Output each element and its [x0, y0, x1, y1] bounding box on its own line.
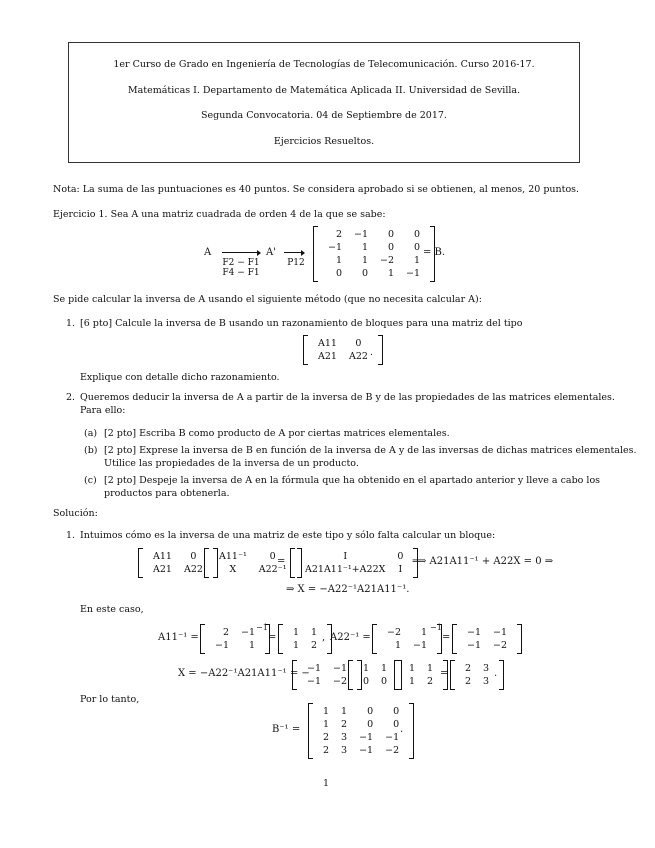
header-course: 1er Curso de Grado en Ingeniería de Tecnologías de Telecomunicación. Curso 2016-17.: [113, 59, 535, 70]
item1-text: [6 pto] Calcule la inversa de B usando un razonamiento de bloques para una matriz del tipo: [80, 318, 523, 329]
sub-c-text-2: productos para obtenerla.: [104, 488, 230, 499]
matrix-cell: 2: [323, 745, 330, 756]
matrix-cell: A22: [348, 351, 368, 362]
sub-b-label: (b): [84, 445, 98, 456]
matrix-cell: −1: [215, 640, 230, 651]
matrix-cell: 0: [367, 706, 374, 717]
matrix-cell: 1: [394, 640, 402, 651]
sol-eq1-equals: =: [277, 556, 286, 567]
matrix-cell: −2: [493, 640, 508, 651]
matrix-cell: −2: [380, 255, 395, 266]
item1-after: Explique con detalle dicho razonamiento.: [80, 372, 280, 383]
matrix-cell: −2: [385, 745, 400, 756]
eq1-Aprime: A': [266, 247, 276, 258]
matrix-cell: −1: [385, 732, 400, 743]
block-matrix-period: .: [370, 347, 374, 358]
matrix-cell: 0: [269, 551, 276, 562]
matrix-cell: 0: [367, 719, 374, 730]
sol1-text: Intuimos cómo es la inversa de una matriz de este tipo y sólo falta calcular un bloque:: [80, 530, 496, 541]
matrix-cell: 1: [427, 663, 434, 674]
matrix-cell: X: [229, 564, 237, 575]
nota-text: Nota: La suma de las puntuaciones es 40 puntos. Se considera aprobado si se obtienen, al menos, 20 puntos.: [53, 184, 580, 195]
matrix-cell: 2: [465, 663, 472, 674]
solution-heading: Solución:: [53, 508, 98, 519]
sol-eq3-period: .: [494, 668, 498, 679]
matrix-cell: 2: [465, 676, 472, 687]
matrix-cell: 2: [222, 627, 230, 638]
matrix-cell: −1: [307, 676, 322, 687]
matrix-cell: 1: [341, 706, 348, 717]
item2-text-1: Queremos deducir la inversa de A a partir de la inversa de B y de las propiedades de las matrices elementales.: [80, 392, 615, 403]
matrix-cell: 2: [427, 676, 434, 687]
exercise-intro: Ejercicio 1. Sea A una matriz cuadrada de orden 4 de la que se sabe:: [53, 209, 386, 220]
matrix-cell: −1: [328, 242, 343, 253]
matrix-cell: 0: [397, 551, 404, 562]
matrix-cell: 0: [335, 268, 343, 279]
header-exam: Segunda Convocatoria. 04 de Septiembre de 2017.: [201, 110, 447, 121]
matrix-cell: A11⁻¹: [219, 551, 247, 562]
sol-eq1-implies: ⟹ A21A11⁻¹ + A22X = 0 ⇒: [412, 556, 554, 567]
header-box: [68, 42, 580, 163]
matrix-cell: −1: [493, 627, 508, 638]
sol-eq3-equals: =: [440, 668, 449, 679]
sol-eq2-lhs1: A11⁻¹ =: [158, 632, 199, 643]
matrix-cell: −1: [413, 640, 428, 651]
matrix-cell: −1: [359, 732, 374, 743]
page-number: 1: [323, 778, 330, 789]
binv-period: .: [400, 724, 404, 735]
matrix-cell: −1: [359, 745, 374, 756]
item2-number: 2.: [66, 392, 76, 403]
method-intro: Se pide calcular la inversa de A usando el siguiente método (que no necesita calcular A):: [53, 294, 482, 305]
eq1-op1-bottom: F4 − F1: [222, 268, 260, 278]
matrix-cell: 1: [388, 268, 395, 279]
matrix-cell: A22: [183, 564, 203, 575]
matrix-cell: 2: [311, 640, 318, 651]
matrix-cell: 0: [381, 676, 388, 687]
matrix-cell: 1: [248, 640, 256, 651]
matrix-cell: 0: [414, 229, 421, 240]
sol-matrix-product: [290, 548, 418, 578]
eq1-op2: P12: [287, 258, 305, 268]
inv-exp-2: −1: [430, 623, 442, 632]
matrix-cell: I: [343, 551, 348, 562]
matrix-cell: −2: [333, 676, 348, 687]
matrix-cell: 0: [190, 551, 197, 562]
matrix-cell: 0: [393, 706, 400, 717]
sol-eq1-X: ⇒ X = −A22⁻¹A21A11⁻¹.: [286, 584, 410, 595]
matrix-cell: 1: [323, 719, 330, 730]
matrix-B: [313, 226, 435, 282]
matrix-cell: 1: [311, 627, 318, 638]
item2-text-2: Para ello:: [80, 405, 126, 416]
matrix-cell: −1: [406, 268, 421, 279]
sol-eq2-eq2: =: [442, 632, 451, 643]
matrix-cell: 0: [363, 676, 370, 687]
matrix-cell: 0: [355, 338, 362, 349]
matrix-cell: 3: [483, 663, 490, 674]
matrix-cell: A21: [318, 351, 337, 362]
eq1-op1: [216, 258, 266, 278]
matrix-cell: 1: [363, 663, 370, 674]
matrix-cell: I: [398, 564, 403, 575]
matrix-cell: 3: [483, 676, 490, 687]
matrix-cell: 3: [341, 732, 348, 743]
sub-c-label: (c): [84, 475, 97, 486]
en-este-caso: En este caso,: [80, 604, 144, 615]
matrix-cell: 1: [361, 242, 369, 253]
matrix-cell: 2: [341, 719, 348, 730]
matrix-cell: 1: [381, 663, 388, 674]
sol-eq2-eq1: =: [268, 632, 277, 643]
sub-b-text-2: Utilice las propiedades de la inversa de un producto.: [104, 458, 359, 469]
matrix-cell: A11: [153, 551, 172, 562]
sub-b-text-1: [2 pto] Exprese la inversa de B en función de la inversa de A y de las inversas de dichas matrices elementales.: [104, 445, 637, 456]
matrix-cell: 0: [361, 268, 369, 279]
matrix-cell: −1: [307, 663, 322, 674]
matrix-cell: 2: [323, 732, 330, 743]
sol-matrix-Ainv: [204, 548, 302, 578]
matrix-cell: A11: [318, 338, 337, 349]
matrix-cell: 3: [341, 745, 348, 756]
sol-eq2-lhs2: A22⁻¹ =: [330, 632, 371, 643]
matrix-cell: −1: [467, 640, 482, 651]
matrix-A22-inverse: [452, 624, 522, 654]
matrix-cell: A22⁻¹: [258, 564, 287, 575]
matrix-cell: −1: [333, 663, 348, 674]
matrix-cell: 1: [409, 663, 416, 674]
binv-lhs: B⁻¹ =: [272, 724, 301, 735]
eq1-arrow-2: [284, 252, 304, 253]
matrix-cell: 0: [388, 242, 395, 253]
matrix-cell: 1: [409, 676, 416, 687]
matrix-cell: A21: [153, 564, 172, 575]
matrix-cell: A21A11⁻¹+A22X: [305, 564, 386, 575]
matrix-cell: 1: [361, 255, 369, 266]
matrix-cell: 1: [323, 706, 330, 717]
matrix-cell: −1: [241, 627, 256, 638]
matrix-cell: 0: [388, 229, 395, 240]
matrix-cell: 0: [414, 242, 421, 253]
header-title: Ejercicios Resueltos.: [273, 136, 375, 147]
eq1-arrow-1: [222, 252, 260, 253]
eq1-A: A: [204, 247, 212, 258]
por-lo-tanto: Por lo tanto,: [80, 694, 140, 705]
inv-exp-1: −1: [256, 623, 268, 632]
eq1-op1-top: F2 − F1: [222, 258, 260, 268]
matrix-cell: −2: [387, 627, 402, 638]
sol-eq3-lhs: X = −A22⁻¹A21A11⁻¹ = −: [178, 668, 310, 679]
matrix-cell: 1: [335, 255, 343, 266]
matrix-B-inverse: [308, 703, 414, 759]
matrix-cell: 1: [293, 640, 300, 651]
matrix-cell: 1: [420, 627, 428, 638]
sol1-number: 1.: [66, 530, 76, 541]
sub-c-text-1: [2 pto] Despeje la inversa de A en la fórmula que ha obtenido en el apartado anterior y lleve a cabo los: [104, 475, 601, 486]
matrix-cell: −1: [467, 627, 482, 638]
matrix-cell: 2: [335, 229, 343, 240]
matrix-cell: 1: [414, 255, 421, 266]
sub-a-label: (a): [84, 428, 98, 439]
sol-eq2-comma: ,: [322, 632, 326, 643]
header-department: Matemáticas I. Departamento de Matemática Aplicada II. Universidad de Sevilla.: [127, 85, 521, 96]
item1-number: 1.: [66, 318, 76, 329]
matrix-cell: −1: [354, 229, 369, 240]
matrix-cell: 1: [293, 627, 300, 638]
eq1-rhs: = B.: [423, 247, 446, 258]
matrix-cell: 0: [393, 719, 400, 730]
sub-a-text: [2 pto] Escriba B como producto de A por ciertas matrices elementales.: [104, 428, 450, 439]
